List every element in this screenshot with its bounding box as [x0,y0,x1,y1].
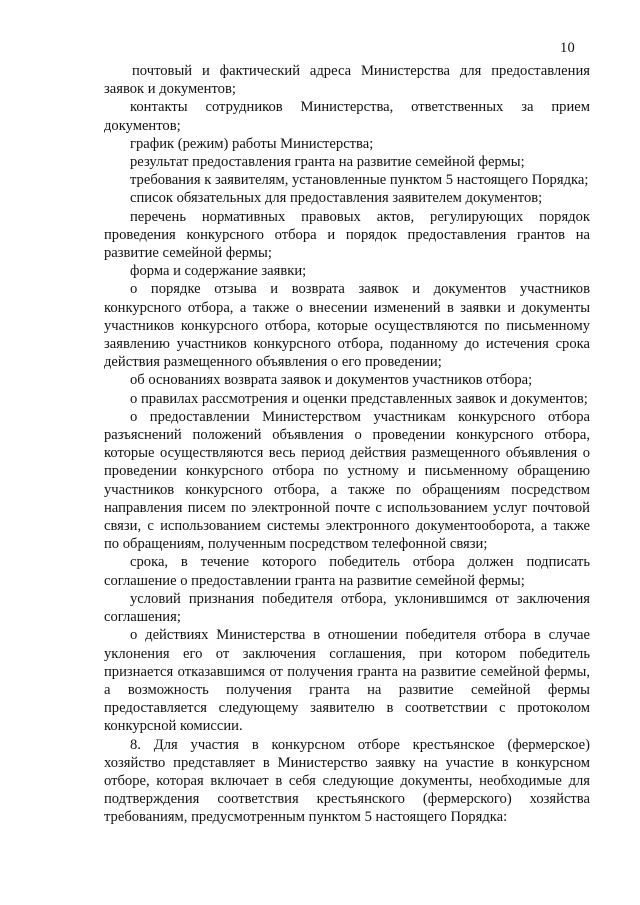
paragraph-applicant-requirements: требования к заявителям, установленные пунктом 5 настоящего Порядка; [130,172,589,189]
page-number: 10 [560,40,575,56]
paragraph-legal-acts: перечень нормативных правовых актов, регулирующих порядок проведения конкурсного отбора и порядок предоставления грантов на развитие семейной фермы; [104,208,590,262]
paragraph-signing-term: срока, в течение которого победитель отбора должен подписать соглашение о предоставлении гранта на развитие семейной фермы; [104,554,590,589]
paragraph-postal-address: почтовый и фактический адреса Министерства для предоставления заявок и документов; [104,63,590,98]
paragraph-withdrawal-procedure: о порядке отзыва и возврата заявок и документов участников конкурсного отбора, а также о внесении изменений в заявки и документы участников конкурсного отбора, которые осуществляются по письменному заявлению участников конкурсного отбора, поданному до истечения срока действия размещенного объявления о его проведении; [104,281,590,371]
paragraph-staff-contacts: контакты сотрудников Министерства, ответственных за прием документов; [104,99,590,134]
paragraph-ministry-actions: о действиях Министерства в отношении победителя отбора в случае уклонения его от заключения соглашения, при котором победитель признается отказавшимся от получения гранта на развитие семейной фермы, а возможность получения гранта на развитие семейной фермы предоставляется следующему заявителю в соответствии с протоколом конкурсной комиссии. [104,627,590,735]
paragraph-application-form: форма и содержание заявки; [130,263,307,280]
paragraph-evasion-conditions: условий признания победителя отбора, уклонившимся от заключения соглашения; [104,590,590,626]
paragraph-grant-result: результат предоставления гранта на развитие семейной фермы; [130,154,525,171]
paragraph-clause-8: 8. Для участия в конкурсном отборе крестьянское (фермерское) хозяйство представляет в Министерство заявку на участие в конкурсном отборе, которая включает в себя следующие документы, необходимые для подтверждения соответствия крестьянского (фермерского) хозяйства требованиям, предусмотренным пунктом 5 настоящего Порядка: [104,736,590,826]
paragraph-clarifications: о предоставлении Министерством участникам конкурсного отбора разъяснений положений объявления о проведении конкурсного отбора, которые осуществляются весь период действия размещенного объявления о проведении конкурсного отбора по устному и письменному обращению участников конкурсного отбора, а также по обращениям посредством направления писем по электронной почте с использованием услуг почтовой связи, с использованием системы электронного документооборота, а также по обращениям, полученным посредством телефонной связи; [104,408,590,553]
paragraph-working-hours: график (режим) работы Министерства; [130,135,374,152]
paragraph-document-list: список обязательных для предоставления заявителем документов; [130,190,543,207]
paragraph-return-grounds: об основаниях возврата заявок и документов участников отбора; [130,372,533,389]
paragraph-evaluation-rules: о правилах рассмотрения и оценки представленных заявок и документов; [130,390,588,407]
document-body [104,62,590,827]
